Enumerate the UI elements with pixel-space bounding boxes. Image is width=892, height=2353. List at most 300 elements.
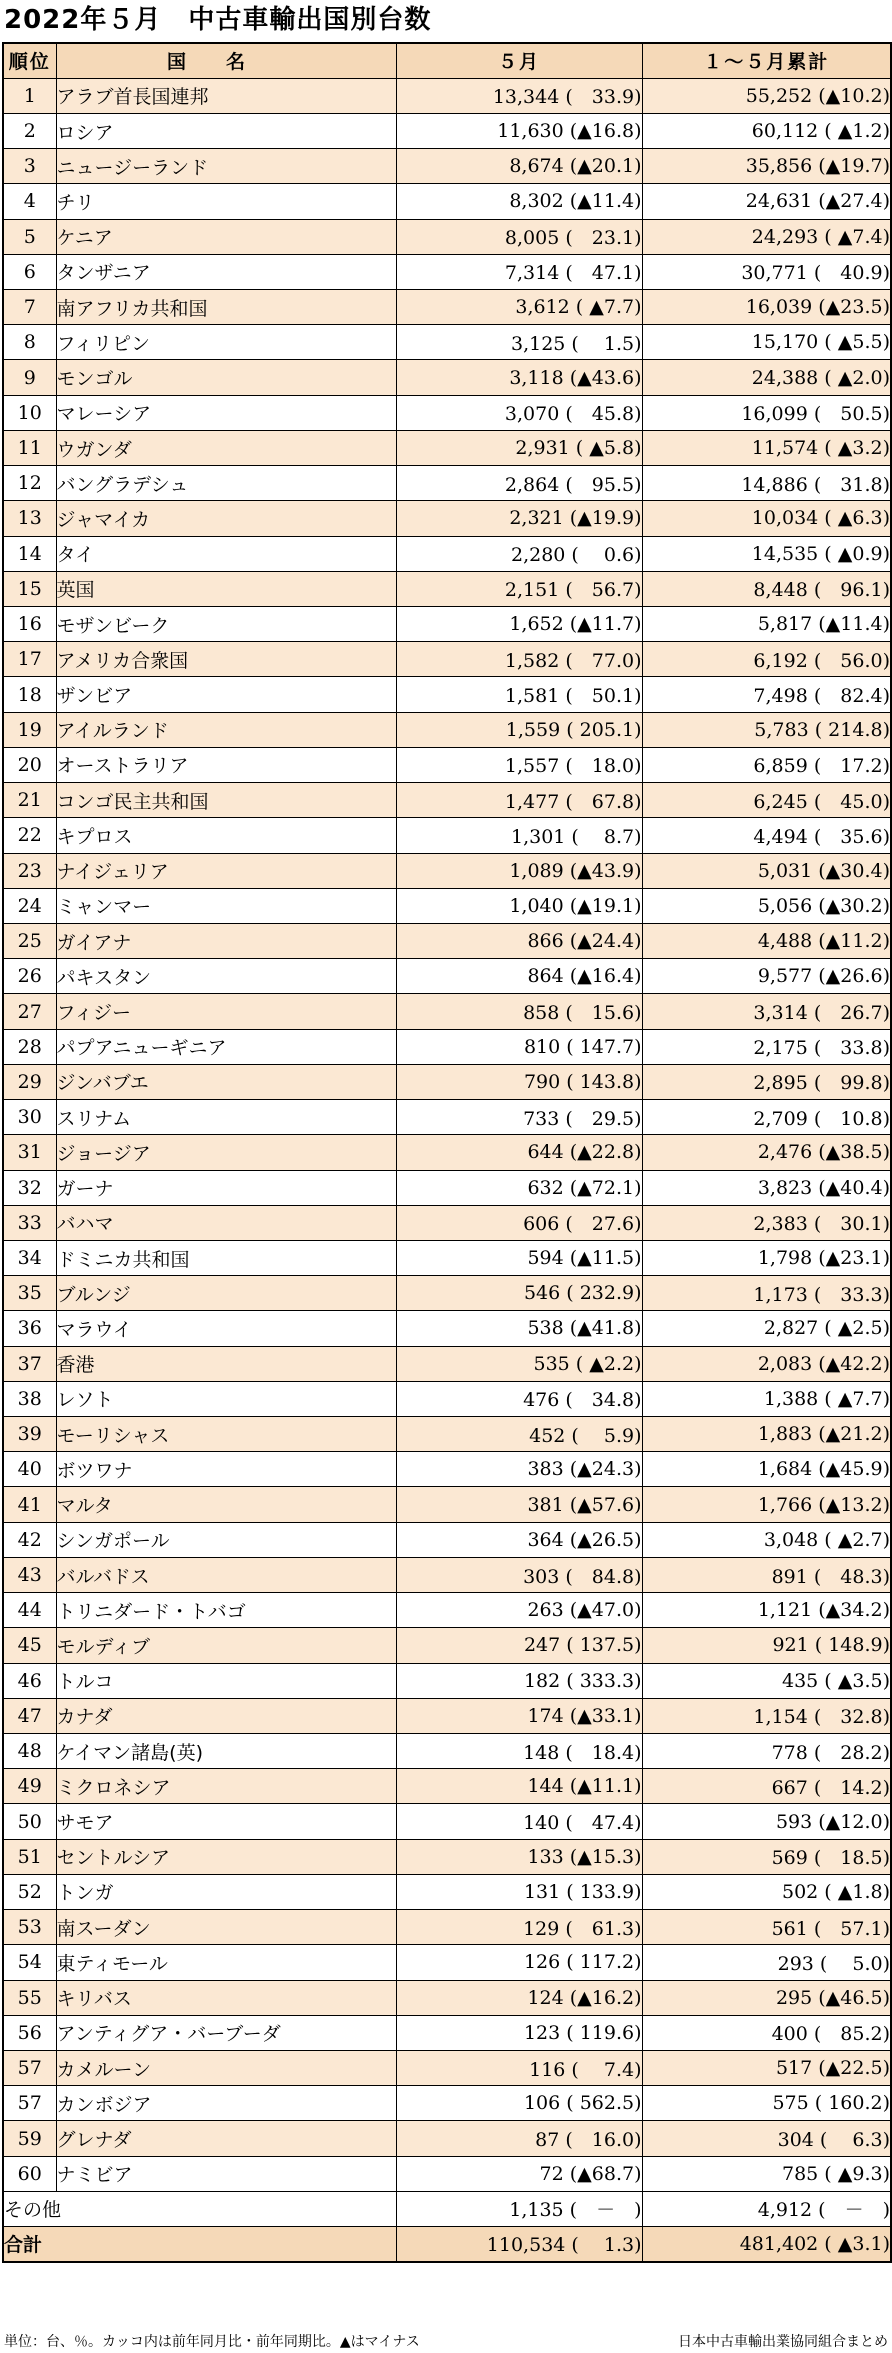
rank-cell: 48 xyxy=(3,1734,56,1769)
may-value-cell: 3,612 ( ▲7.7) xyxy=(396,290,642,325)
table-row xyxy=(3,1487,891,1522)
ytd-value-cell: 35,856 (▲19.7) xyxy=(642,149,891,184)
rank-cell: 14 xyxy=(3,536,56,571)
rank-cell: 23 xyxy=(3,853,56,888)
table-row xyxy=(3,1663,891,1698)
column-header-rank: 順位 xyxy=(3,43,56,78)
country-cell: ボツワナ xyxy=(56,1452,396,1487)
table-row xyxy=(3,501,891,536)
rank-cell: 13 xyxy=(3,501,56,536)
table-row xyxy=(3,677,891,712)
ytd-value-cell: 16,099 ( 50.5) xyxy=(642,395,891,430)
may-value-cell: 383 (▲24.3) xyxy=(396,1452,642,1487)
may-value-cell: 364 (▲26.5) xyxy=(396,1522,642,1557)
may-value-cell: 8,674 (▲20.1) xyxy=(396,149,642,184)
may-value-cell: 133 (▲15.3) xyxy=(396,1839,642,1874)
table-row xyxy=(3,1945,891,1980)
ytd-value-cell: 435 ( ▲3.5) xyxy=(642,1663,891,1698)
rank-cell: 38 xyxy=(3,1381,56,1416)
may-value-cell: 810 ( 147.7) xyxy=(396,1029,642,1064)
country-cell: ガーナ xyxy=(56,1170,396,1205)
table-row xyxy=(3,712,891,747)
ytd-value-cell: 2,383 ( 30.1) xyxy=(642,1205,891,1240)
rank-cell: 25 xyxy=(3,923,56,958)
rank-cell: 15 xyxy=(3,571,56,606)
country-cell: カメルーン xyxy=(56,2050,396,2085)
may-value-cell: 131 ( 133.9) xyxy=(396,1874,642,1909)
may-value-cell: 644 (▲22.8) xyxy=(396,1135,642,1170)
rank-cell: 39 xyxy=(3,1417,56,1452)
may-value-cell: 866 (▲24.4) xyxy=(396,923,642,958)
country-cell: モザンビーク xyxy=(56,607,396,642)
table-row xyxy=(3,466,891,501)
ytd-value-cell: 3,048 ( ▲2.7) xyxy=(642,1522,891,1557)
ytd-value-cell: 4,488 (▲11.2) xyxy=(642,923,891,958)
ytd-value-cell: 6,859 ( 17.2) xyxy=(642,747,891,782)
ytd-value-cell: 575 ( 160.2) xyxy=(642,2086,891,2121)
ytd-value-cell: 24,388 ( ▲2.0) xyxy=(642,360,891,395)
may-value-cell: 3,118 (▲43.6) xyxy=(396,360,642,395)
may-value-cell: 790 ( 143.8) xyxy=(396,1064,642,1099)
ytd-value-cell: 2,827 ( ▲2.5) xyxy=(642,1311,891,1346)
country-cell: ジンバブエ xyxy=(56,1064,396,1099)
ytd-value-cell: 1,173 ( 33.3) xyxy=(642,1276,891,1311)
may-value-cell: 632 (▲72.1) xyxy=(396,1170,642,1205)
rank-cell: 53 xyxy=(3,1910,56,1945)
may-value-cell: 106 ( 562.5) xyxy=(396,2086,642,2121)
table-row xyxy=(3,1346,891,1381)
table-row xyxy=(3,2086,891,2121)
country-cell: ケイマン諸島(英) xyxy=(56,1734,396,1769)
country-cell: トンガ xyxy=(56,1874,396,1909)
rank-cell: 11 xyxy=(3,430,56,465)
rank-cell: 41 xyxy=(3,1487,56,1522)
rank-cell: 42 xyxy=(3,1522,56,1557)
country-cell: マルタ xyxy=(56,1487,396,1522)
country-cell: モルディブ xyxy=(56,1628,396,1663)
table-row xyxy=(3,1205,891,1240)
table-row xyxy=(3,1557,891,1592)
may-value-cell: 87 ( 16.0) xyxy=(396,2121,642,2156)
country-cell: レソト xyxy=(56,1381,396,1416)
may-value-cell: 72 (▲68.7) xyxy=(396,2156,642,2191)
table-row xyxy=(3,571,891,606)
table-header-row xyxy=(3,43,891,78)
country-cell: コンゴ民主共和国 xyxy=(56,783,396,818)
may-value-cell: 7,314 ( 47.1) xyxy=(396,254,642,289)
total-may-value: 110,534 ( 1.3) xyxy=(396,2227,642,2262)
may-value-cell: 3,125 ( 1.5) xyxy=(396,325,642,360)
table-row xyxy=(3,1100,891,1135)
may-value-cell: 2,151 ( 56.7) xyxy=(396,571,642,606)
may-value-cell: 594 (▲11.5) xyxy=(396,1240,642,1275)
rank-cell: 52 xyxy=(3,1874,56,1909)
ytd-value-cell: 2,895 ( 99.8) xyxy=(642,1064,891,1099)
table-row xyxy=(3,1240,891,1275)
rank-cell: 21 xyxy=(3,783,56,818)
table-row xyxy=(3,2015,891,2050)
country-cell: アラブ首長国連邦 xyxy=(56,78,396,113)
rank-cell: 43 xyxy=(3,1557,56,1592)
country-cell: ブルンジ xyxy=(56,1276,396,1311)
table-row xyxy=(3,783,891,818)
country-cell: カンボジア xyxy=(56,2086,396,2121)
rank-cell: 56 xyxy=(3,2015,56,2050)
ytd-value-cell: 502 ( ▲1.8) xyxy=(642,1874,891,1909)
rank-cell: 37 xyxy=(3,1346,56,1381)
table-row xyxy=(3,818,891,853)
table-row xyxy=(3,747,891,782)
ytd-value-cell: 1,798 (▲23.1) xyxy=(642,1240,891,1275)
country-cell: 南スーダン xyxy=(56,1910,396,1945)
country-cell: パプアニューギニア xyxy=(56,1029,396,1064)
ytd-value-cell: 5,817 (▲11.4) xyxy=(642,607,891,642)
country-cell: フィジー xyxy=(56,994,396,1029)
rank-cell: 49 xyxy=(3,1769,56,1804)
country-cell: トルコ xyxy=(56,1663,396,1698)
table-row xyxy=(3,78,891,113)
country-cell: アメリカ合衆国 xyxy=(56,642,396,677)
country-cell: ナミビア xyxy=(56,2156,396,2191)
rank-cell: 30 xyxy=(3,1100,56,1135)
rank-cell: 45 xyxy=(3,1628,56,1663)
ytd-value-cell: 55,252 (▲10.2) xyxy=(642,78,891,113)
rank-cell: 55 xyxy=(3,1980,56,2015)
ytd-value-cell: 891 ( 48.3) xyxy=(642,1557,891,1592)
may-value-cell: 2,321 (▲19.9) xyxy=(396,501,642,536)
column-header-may: ５月 xyxy=(396,43,642,78)
rank-cell: 51 xyxy=(3,1839,56,1874)
rank-cell: 50 xyxy=(3,1804,56,1839)
country-cell: ザンビア xyxy=(56,677,396,712)
ytd-value-cell: 14,535 ( ▲0.9) xyxy=(642,536,891,571)
ytd-value-cell: 1,388 ( ▲7.7) xyxy=(642,1381,891,1416)
other-row xyxy=(3,2191,891,2226)
ytd-value-cell: 14,886 ( 31.8) xyxy=(642,466,891,501)
country-cell: 東ティモール xyxy=(56,1945,396,1980)
ytd-value-cell: 7,498 ( 82.4) xyxy=(642,677,891,712)
table-row xyxy=(3,1029,891,1064)
country-cell: トリニダード・トバゴ xyxy=(56,1593,396,1628)
ytd-value-cell: 785 ( ▲9.3) xyxy=(642,2156,891,2191)
may-value-cell: 174 (▲33.1) xyxy=(396,1698,642,1733)
may-value-cell: 13,344 ( 33.9) xyxy=(396,78,642,113)
ytd-value-cell: 5,783 ( 214.8) xyxy=(642,712,891,747)
country-cell: タイ xyxy=(56,536,396,571)
country-cell: サモア xyxy=(56,1804,396,1839)
ytd-value-cell: 2,476 (▲38.5) xyxy=(642,1135,891,1170)
export-table xyxy=(2,42,892,2263)
table-row xyxy=(3,325,891,360)
ytd-value-cell: 60,112 ( ▲1.2) xyxy=(642,113,891,148)
country-cell: ニュージーランド xyxy=(56,149,396,184)
table-row xyxy=(3,1417,891,1452)
rank-cell: 1 xyxy=(3,78,56,113)
table-row xyxy=(3,254,891,289)
table-row xyxy=(3,2121,891,2156)
ytd-value-cell: 11,574 ( ▲3.2) xyxy=(642,430,891,465)
country-cell: バハマ xyxy=(56,1205,396,1240)
table-row xyxy=(3,2050,891,2085)
footer xyxy=(2,2331,890,2353)
table-row xyxy=(3,1064,891,1099)
country-cell: 英国 xyxy=(56,571,396,606)
may-value-cell: 733 ( 29.5) xyxy=(396,1100,642,1135)
ytd-value-cell: 5,031 (▲30.4) xyxy=(642,853,891,888)
country-cell: ドミニカ共和国 xyxy=(56,1240,396,1275)
rank-cell: 33 xyxy=(3,1205,56,1240)
country-cell: パキスタン xyxy=(56,959,396,994)
may-value-cell: 303 ( 84.8) xyxy=(396,1557,642,1592)
may-value-cell: 1,582 ( 77.0) xyxy=(396,642,642,677)
ytd-value-cell: 1,883 (▲21.2) xyxy=(642,1417,891,1452)
rank-cell: 28 xyxy=(3,1029,56,1064)
ytd-value-cell: 2,175 ( 33.8) xyxy=(642,1029,891,1064)
ytd-value-cell: 593 (▲12.0) xyxy=(642,1804,891,1839)
ytd-value-cell: 24,293 ( ▲7.4) xyxy=(642,219,891,254)
ytd-value-cell: 1,766 (▲13.2) xyxy=(642,1487,891,1522)
rank-cell: 26 xyxy=(3,959,56,994)
country-cell: カナダ xyxy=(56,1698,396,1733)
total-ytd-value: 481,402 ( ▲3.1) xyxy=(642,2227,891,2262)
rank-cell: 29 xyxy=(3,1064,56,1099)
country-cell: ロシア xyxy=(56,113,396,148)
ytd-value-cell: 10,034 ( ▲6.3) xyxy=(642,501,891,536)
rank-cell: 44 xyxy=(3,1593,56,1628)
ytd-value-cell: 5,056 (▲30.2) xyxy=(642,888,891,923)
country-cell: シンガポール xyxy=(56,1522,396,1557)
may-value-cell: 8,005 ( 23.1) xyxy=(396,219,642,254)
country-cell: モンゴル xyxy=(56,360,396,395)
country-cell: バングラデシュ xyxy=(56,466,396,501)
may-value-cell: 1,559 ( 205.1) xyxy=(396,712,642,747)
other-may-value: 1,135 ( － ) xyxy=(396,2191,642,2226)
may-value-cell: 247 ( 137.5) xyxy=(396,1628,642,1663)
table-row xyxy=(3,1593,891,1628)
may-value-cell: 476 ( 34.8) xyxy=(396,1381,642,1416)
table-row xyxy=(3,1804,891,1839)
rank-cell: 4 xyxy=(3,184,56,219)
ytd-value-cell: 3,823 (▲40.4) xyxy=(642,1170,891,1205)
country-cell: オーストラリア xyxy=(56,747,396,782)
ytd-value-cell: 561 ( 57.1) xyxy=(642,1910,891,1945)
rank-cell: 2 xyxy=(3,113,56,148)
may-value-cell: 126 ( 117.2) xyxy=(396,1945,642,1980)
rank-cell: 36 xyxy=(3,1311,56,1346)
table-row xyxy=(3,1769,891,1804)
rank-cell: 16 xyxy=(3,607,56,642)
table-row xyxy=(3,149,891,184)
rank-cell: 5 xyxy=(3,219,56,254)
ytd-value-cell: 778 ( 28.2) xyxy=(642,1734,891,1769)
may-value-cell: 123 ( 119.6) xyxy=(396,2015,642,2050)
table-row xyxy=(3,1311,891,1346)
may-value-cell: 606 ( 27.6) xyxy=(396,1205,642,1240)
country-cell: グレナダ xyxy=(56,2121,396,2156)
ytd-value-cell: 9,577 (▲26.6) xyxy=(642,959,891,994)
table-row xyxy=(3,1381,891,1416)
table-row xyxy=(3,888,891,923)
total-label: 合計 xyxy=(3,2227,396,2262)
table-row xyxy=(3,1170,891,1205)
ytd-value-cell: 295 (▲46.5) xyxy=(642,1980,891,2015)
country-cell: ミクロネシア xyxy=(56,1769,396,1804)
other-label: その他 xyxy=(3,2191,396,2226)
rank-cell: 57 xyxy=(3,2086,56,2121)
ytd-value-cell: 30,771 ( 40.9) xyxy=(642,254,891,289)
table-row xyxy=(3,1522,891,1557)
country-cell: マラウイ xyxy=(56,1311,396,1346)
table-row xyxy=(3,2156,891,2191)
ytd-value-cell: 2,083 (▲42.2) xyxy=(642,1346,891,1381)
country-cell: チリ xyxy=(56,184,396,219)
table-row xyxy=(3,219,891,254)
country-cell: 南アフリカ共和国 xyxy=(56,290,396,325)
ytd-value-cell: 4,494 ( 35.6) xyxy=(642,818,891,853)
rank-cell: 24 xyxy=(3,888,56,923)
country-cell: ジョージア xyxy=(56,1135,396,1170)
may-value-cell: 1,557 ( 18.0) xyxy=(396,747,642,782)
may-value-cell: 11,630 (▲16.8) xyxy=(396,113,642,148)
country-cell: ウガンダ xyxy=(56,430,396,465)
may-value-cell: 116 ( 7.4) xyxy=(396,2050,642,2085)
rank-cell: 7 xyxy=(3,290,56,325)
may-value-cell: 8,302 (▲11.4) xyxy=(396,184,642,219)
rank-cell: 8 xyxy=(3,325,56,360)
rank-cell: 60 xyxy=(3,2156,56,2191)
rank-cell: 31 xyxy=(3,1135,56,1170)
may-value-cell: 124 (▲16.2) xyxy=(396,1980,642,2015)
rank-cell: 32 xyxy=(3,1170,56,1205)
country-cell: ガイアナ xyxy=(56,923,396,958)
country-cell: ケニア xyxy=(56,219,396,254)
rank-cell: 57 xyxy=(3,2050,56,2085)
ytd-value-cell: 2,709 ( 10.8) xyxy=(642,1100,891,1135)
ytd-value-cell: 6,245 ( 45.0) xyxy=(642,783,891,818)
may-value-cell: 140 ( 47.4) xyxy=(396,1804,642,1839)
may-value-cell: 381 (▲57.6) xyxy=(396,1487,642,1522)
country-cell: アイルランド xyxy=(56,712,396,747)
rank-cell: 46 xyxy=(3,1663,56,1698)
table-row xyxy=(3,1628,891,1663)
may-value-cell: 538 (▲41.8) xyxy=(396,1311,642,1346)
rank-cell: 19 xyxy=(3,712,56,747)
may-value-cell: 2,280 ( 0.6) xyxy=(396,536,642,571)
country-cell: キプロス xyxy=(56,818,396,853)
ytd-value-cell: 15,170 ( ▲5.5) xyxy=(642,325,891,360)
country-cell: セントルシア xyxy=(56,1839,396,1874)
ytd-value-cell: 16,039 (▲23.5) xyxy=(642,290,891,325)
rank-cell: 10 xyxy=(3,395,56,430)
rank-cell: 47 xyxy=(3,1698,56,1733)
footer-source: 日本中古車輸出業協同組合まとめ xyxy=(678,2334,888,2350)
may-value-cell: 864 (▲16.4) xyxy=(396,959,642,994)
ytd-value-cell: 517 (▲22.5) xyxy=(642,2050,891,2085)
country-cell: タンザニア xyxy=(56,254,396,289)
may-value-cell: 858 ( 15.6) xyxy=(396,994,642,1029)
ytd-value-cell: 667 ( 14.2) xyxy=(642,1769,891,1804)
table-row xyxy=(3,1910,891,1945)
table-row xyxy=(3,959,891,994)
country-cell: 香港 xyxy=(56,1346,396,1381)
ytd-value-cell: 400 ( 85.2) xyxy=(642,2015,891,2050)
table-body xyxy=(3,78,891,2191)
country-cell: マレーシア xyxy=(56,395,396,430)
table-row xyxy=(3,607,891,642)
may-value-cell: 546 ( 232.9) xyxy=(396,1276,642,1311)
rank-cell: 59 xyxy=(3,2121,56,2156)
may-value-cell: 2,864 ( 95.5) xyxy=(396,466,642,501)
country-cell: ナイジェリア xyxy=(56,853,396,888)
table-row xyxy=(3,853,891,888)
table-row xyxy=(3,536,891,571)
table-row xyxy=(3,1980,891,2015)
table-row xyxy=(3,1874,891,1909)
column-header-country: 国名 xyxy=(56,43,396,78)
ytd-value-cell: 8,448 ( 96.1) xyxy=(642,571,891,606)
country-cell: ジャマイカ xyxy=(56,501,396,536)
rank-cell: 9 xyxy=(3,360,56,395)
ytd-value-cell: 6,192 ( 56.0) xyxy=(642,642,891,677)
country-cell: スリナム xyxy=(56,1100,396,1135)
country-cell: バルバドス xyxy=(56,1557,396,1592)
rank-cell: 18 xyxy=(3,677,56,712)
table-row xyxy=(3,1135,891,1170)
rank-cell: 40 xyxy=(3,1452,56,1487)
may-value-cell: 263 (▲47.0) xyxy=(396,1593,642,1628)
ytd-value-cell: 3,314 ( 26.7) xyxy=(642,994,891,1029)
ytd-value-cell: 569 ( 18.5) xyxy=(642,1839,891,1874)
rank-cell: 20 xyxy=(3,747,56,782)
may-value-cell: 1,477 ( 67.8) xyxy=(396,783,642,818)
rank-cell: 3 xyxy=(3,149,56,184)
ytd-value-cell: 293 ( 5.0) xyxy=(642,1945,891,1980)
country-cell: モーリシャス xyxy=(56,1417,396,1452)
rank-cell: 27 xyxy=(3,994,56,1029)
ytd-value-cell: 1,154 ( 32.8) xyxy=(642,1698,891,1733)
ytd-value-cell: 24,631 (▲27.4) xyxy=(642,184,891,219)
table-row xyxy=(3,395,891,430)
may-value-cell: 1,581 ( 50.1) xyxy=(396,677,642,712)
table-row xyxy=(3,1276,891,1311)
table-row xyxy=(3,290,891,325)
table-row xyxy=(3,923,891,958)
rank-cell: 54 xyxy=(3,1945,56,1980)
may-value-cell: 3,070 ( 45.8) xyxy=(396,395,642,430)
table-row xyxy=(3,1734,891,1769)
country-cell: ミャンマー xyxy=(56,888,396,923)
page-title: 2022年５月 中古車輸出国別台数 xyxy=(4,5,432,35)
rank-cell: 17 xyxy=(3,642,56,677)
rank-cell: 22 xyxy=(3,818,56,853)
country-cell: キリバス xyxy=(56,1980,396,2015)
column-header-ytd: １～５月累計 xyxy=(642,43,891,78)
may-value-cell: 144 (▲11.1) xyxy=(396,1769,642,1804)
may-value-cell: 182 ( 333.3) xyxy=(396,1663,642,1698)
may-value-cell: 1,652 (▲11.7) xyxy=(396,607,642,642)
may-value-cell: 535 ( ▲2.2) xyxy=(396,1346,642,1381)
ytd-value-cell: 921 ( 148.9) xyxy=(642,1628,891,1663)
ytd-value-cell: 1,121 (▲34.2) xyxy=(642,1593,891,1628)
table-row xyxy=(3,184,891,219)
ytd-value-cell: 304 ( 6.3) xyxy=(642,2121,891,2156)
table-row xyxy=(3,360,891,395)
may-value-cell: 1,301 ( 8.7) xyxy=(396,818,642,853)
other-ytd-value: 4,912 ( － ) xyxy=(642,2191,891,2226)
table-row xyxy=(3,113,891,148)
may-value-cell: 452 ( 5.9) xyxy=(396,1417,642,1452)
table-row xyxy=(3,1839,891,1874)
